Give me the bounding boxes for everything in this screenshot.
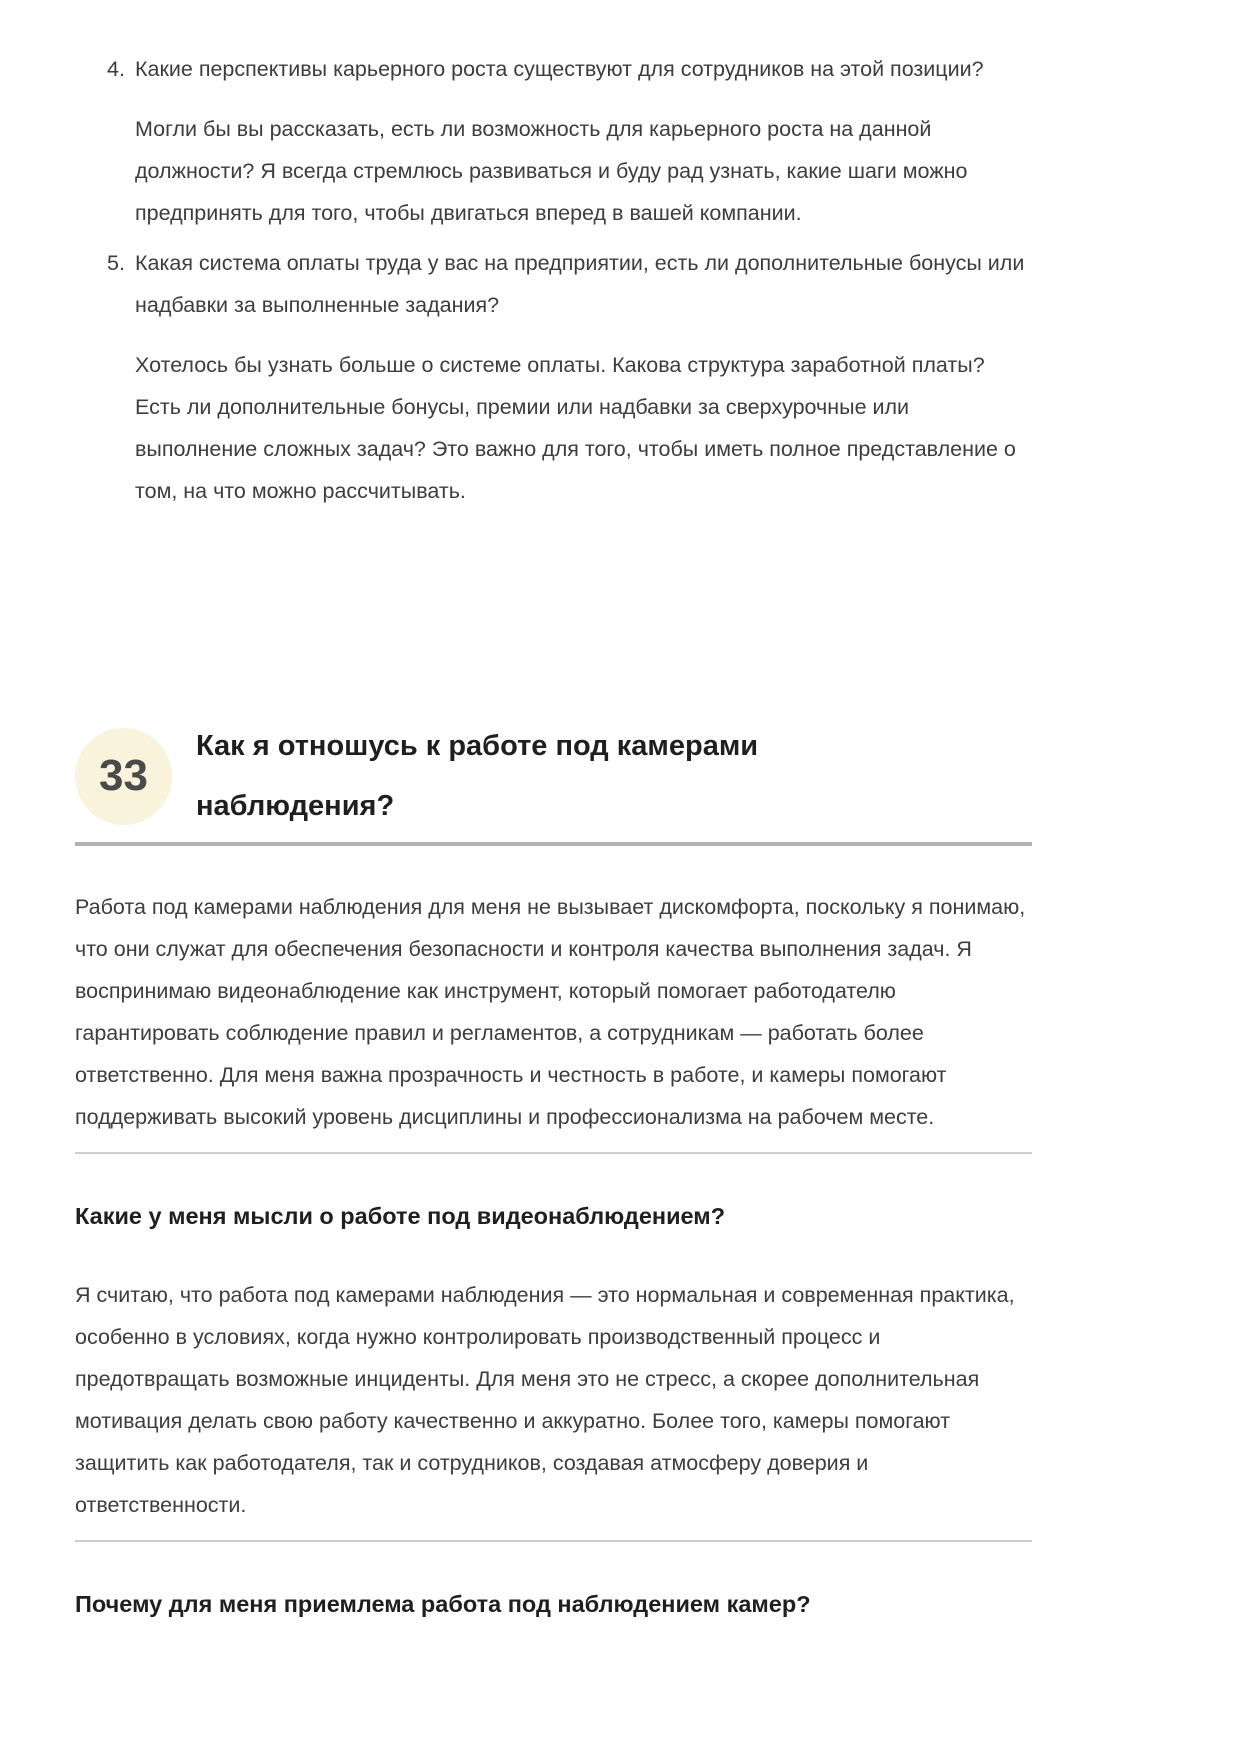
- divider: [75, 1540, 1032, 1542]
- subsection-paragraph: Я считаю, что работа под камерами наблюдения — это нормальная и современная практика, особенно в условиях, когда нужно контролировать производственный процесс и предотвращать возможные инциденты. Для меня это не стресс, а скорее дополнительная мотивация делать свою работу качественно и аккуратно. Более того, камеры помогают защитить как работодателя, так и сотрудников, создавая атмосферу доверия и ответственности.: [75, 1283, 1015, 1517]
- question-number: 4.: [107, 57, 125, 81]
- section-number: 33: [99, 751, 148, 800]
- question-text: Какая система оплаты труда у вас на предприятии, есть ли дополнительные бонусы или надбавки за выполненные задания?: [135, 251, 1025, 317]
- question-item: [75, 242, 1032, 512]
- answer-text: Хотелось бы узнать больше о системе оплаты. Какова структура заработной платы? Есть ли дополнительные бонусы, премии или надбавки за сверхурочные или выполнение сложных задач? Это важно для того, чтобы иметь полное представление о том, на что можно рассчитывать.: [135, 353, 1016, 503]
- question-number: 5.: [107, 251, 125, 275]
- question-text: Какие перспективы карьерного роста существуют для сотрудников на этой позиции?: [135, 57, 984, 81]
- question-item: [75, 48, 1032, 234]
- subsection-heading: Почему для меня приемлема работа под наблюдением камер?: [75, 1591, 811, 1617]
- question-list: [75, 48, 1032, 512]
- section-number-badge: [75, 728, 172, 825]
- section-title: Как я отношусь к работе под камерами наблюдения?: [196, 730, 759, 822]
- section-divider-thick: [75, 842, 1032, 846]
- subsection-heading: Какие у меня мысли о работе под видеонаблюдением?: [75, 1203, 726, 1229]
- intro-paragraph: Работа под камерами наблюдения для меня не вызывает дискомфорта, поскольку я понимаю, что они служат для обеспечения безопасности и контроля качества выполнения задач. Я воспринимаю видеонаблюдение как инструмент, который помогает работодателю гарантировать соблюдение правил и регламентов, а сотрудникам — работать более ответственно. Для меня важна прозрачность и честность в работе, и камеры помогают поддерживать высокий уровень дисциплины и профессионализма на рабочем месте.: [75, 895, 1026, 1129]
- answer-text: Могли бы вы рассказать, есть ли возможность для карьерного роста на данной должности? Я всегда стремлюсь развиваться и буду рад узнать, какие шаги можно предпринять для того, чтобы двигаться вперед в вашей компании.: [135, 117, 968, 225]
- section-header: [75, 716, 1032, 836]
- divider: [75, 1152, 1032, 1154]
